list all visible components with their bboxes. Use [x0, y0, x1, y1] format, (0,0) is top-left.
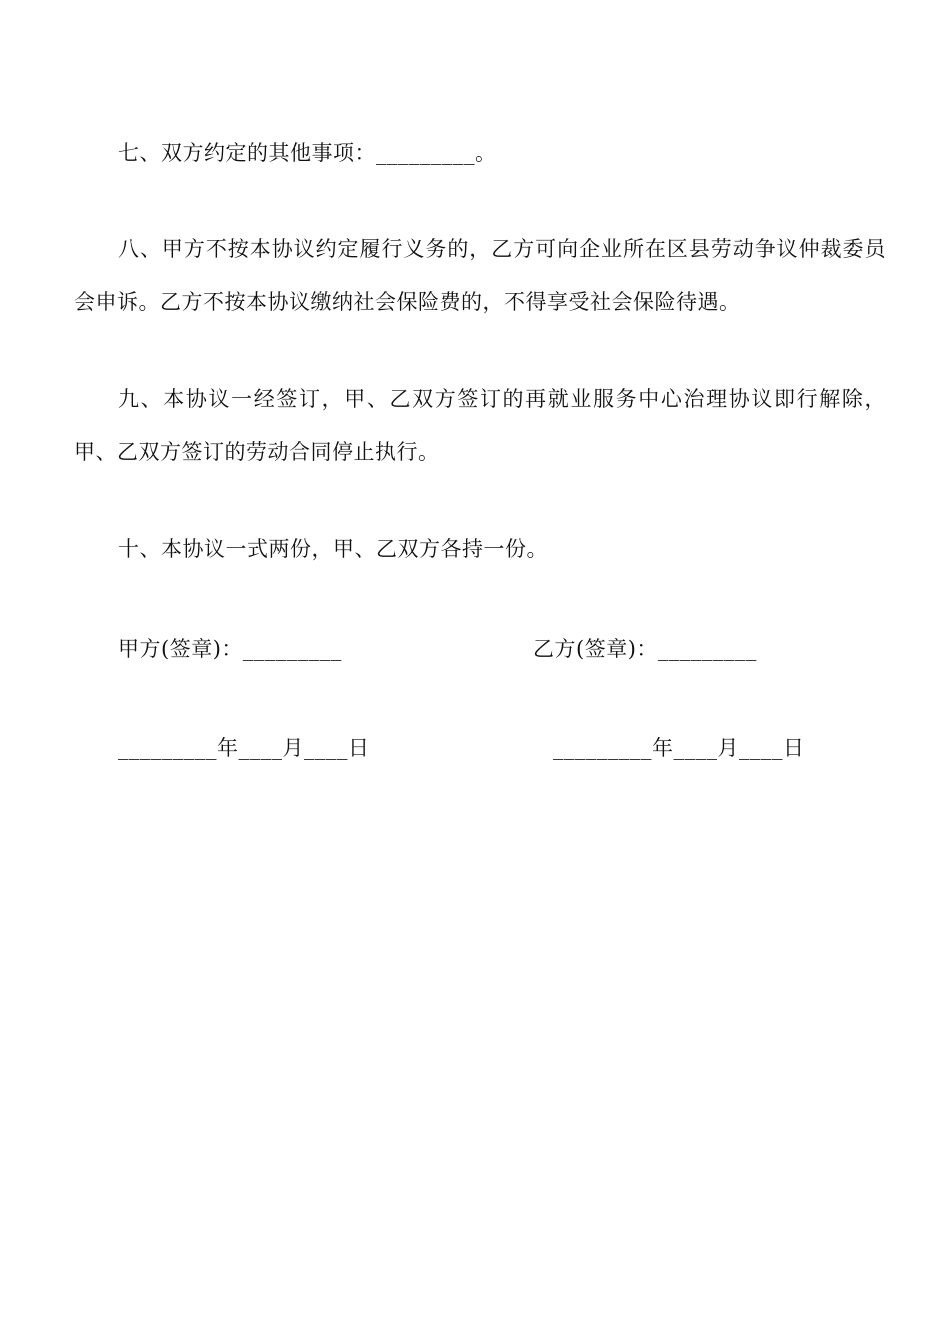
clause-7-end: 。 — [475, 141, 497, 165]
date-a-day: 日 — [348, 736, 370, 760]
party-a-blank: _________ — [242, 637, 342, 661]
date-b-day: 日 — [783, 736, 805, 760]
date-b-year-blank: _________ — [553, 736, 652, 760]
party-b-blank: _________ — [657, 637, 757, 661]
date-a-month: 月 — [282, 736, 304, 760]
clause-7 — [118, 138, 497, 168]
clause-10: 十、本协议一式两份，甲、乙双方各持一份。 — [118, 537, 548, 561]
clause-8: 八、甲方不按本协议约定履行义务的，乙方可向企业所在区县劳动争议仲裁委员会申诉。乙方不按本协议缴纳社会保险费的，不得享受社会保险待遇。 — [74, 237, 886, 314]
date-a-year: 年 — [217, 736, 239, 760]
date-b-year: 年 — [652, 736, 674, 760]
clause-9: 九、本协议一经签订，甲、乙双方签订的再就业服务中心治理协议即行解除，甲、乙双方签订的劳动合同停止执行。 — [74, 387, 886, 464]
party-a-label: 甲方(签章)： — [118, 637, 243, 661]
date-b-month: 月 — [717, 736, 739, 760]
clause-7-blank: _________ — [376, 141, 475, 165]
date-b-day-blank: ____ — [739, 736, 783, 760]
date-a-month-blank: ____ — [238, 736, 283, 760]
party-b-label: 乙方(签章)： — [533, 637, 658, 661]
party-b-signature — [533, 634, 757, 664]
date-b-month-blank: ____ — [673, 736, 718, 760]
date-a-year-blank: _________ — [118, 736, 217, 760]
party-a-signature — [118, 634, 342, 664]
party-b-date — [553, 733, 805, 763]
party-a-date — [118, 733, 370, 763]
date-a-day-blank: ____ — [304, 736, 348, 760]
clause-7-text: 七、双方约定的其他事项： — [118, 141, 376, 165]
